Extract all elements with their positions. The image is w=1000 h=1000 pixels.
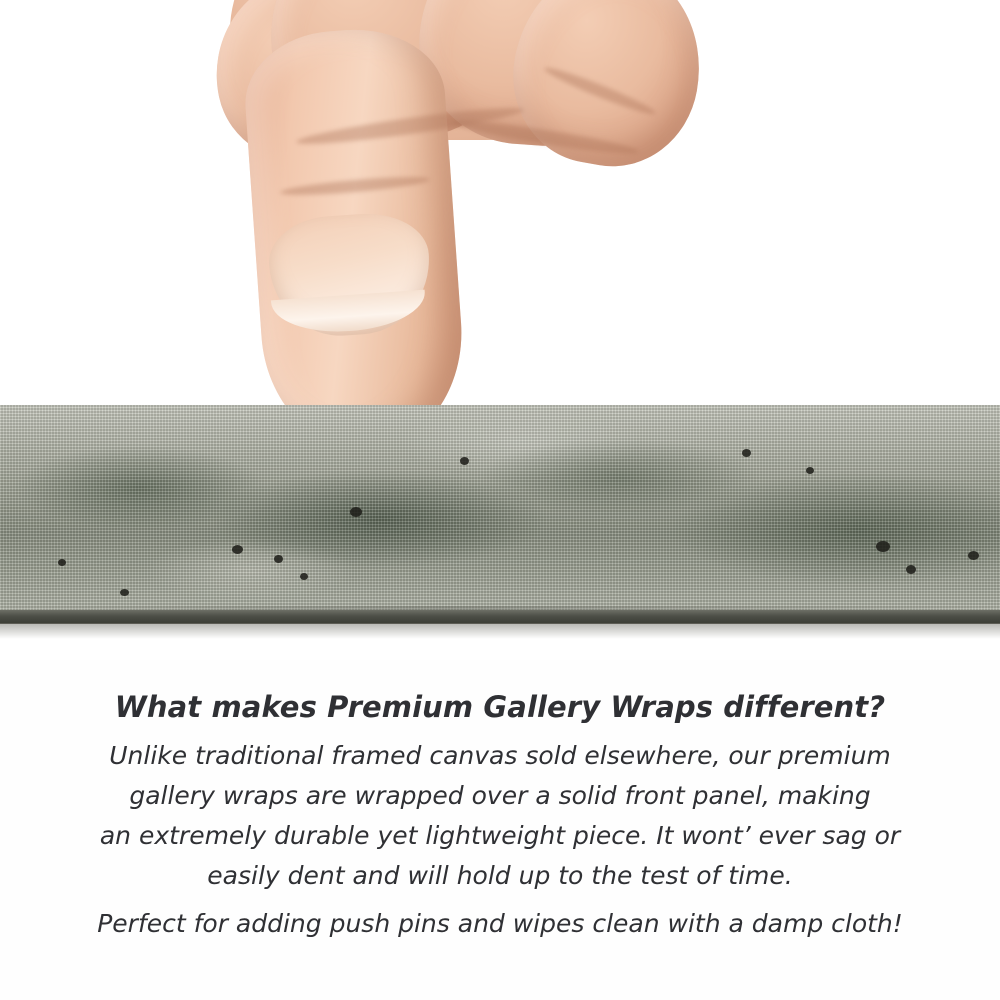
gallery-wrap-edge	[0, 405, 1000, 635]
caption-line-1: Unlike traditional framed canvas sold elsewhere, our premium	[109, 741, 891, 770]
canvas-speck	[120, 589, 129, 596]
canvas-speck	[232, 545, 243, 554]
canvas-weave-texture	[0, 405, 1000, 612]
caption-line-4: easily dent and will hold up to the test of time.	[207, 861, 793, 890]
canvas-side-edge	[0, 610, 1000, 624]
caption-final-line: Perfect for adding push pins and wipes clean with a damp cloth!	[97, 909, 903, 938]
caption-line-3: an extremely durable yet lightweight piece. It wont’ ever sag or	[99, 821, 901, 850]
canvas-speck	[274, 555, 283, 563]
canvas-speck	[968, 551, 979, 560]
canvas-speck	[58, 559, 66, 566]
canvas-speck	[300, 573, 308, 580]
canvas-print-surface	[0, 405, 1000, 612]
canvas-speck	[806, 467, 814, 474]
canvas-speck	[460, 457, 469, 465]
canvas-speck	[876, 541, 890, 552]
caption-line-2: gallery wraps are wrapped over a solid front panel, making	[129, 781, 871, 810]
canvas-speck	[906, 565, 916, 574]
hand-illustration	[120, 0, 640, 440]
canvas-speck	[350, 507, 362, 517]
canvas-drop-shadow	[0, 623, 1000, 639]
caption-block	[0, 690, 1000, 944]
caption-heading: What makes Premium Gallery Wraps different?	[114, 690, 886, 724]
canvas-speck	[742, 449, 751, 457]
